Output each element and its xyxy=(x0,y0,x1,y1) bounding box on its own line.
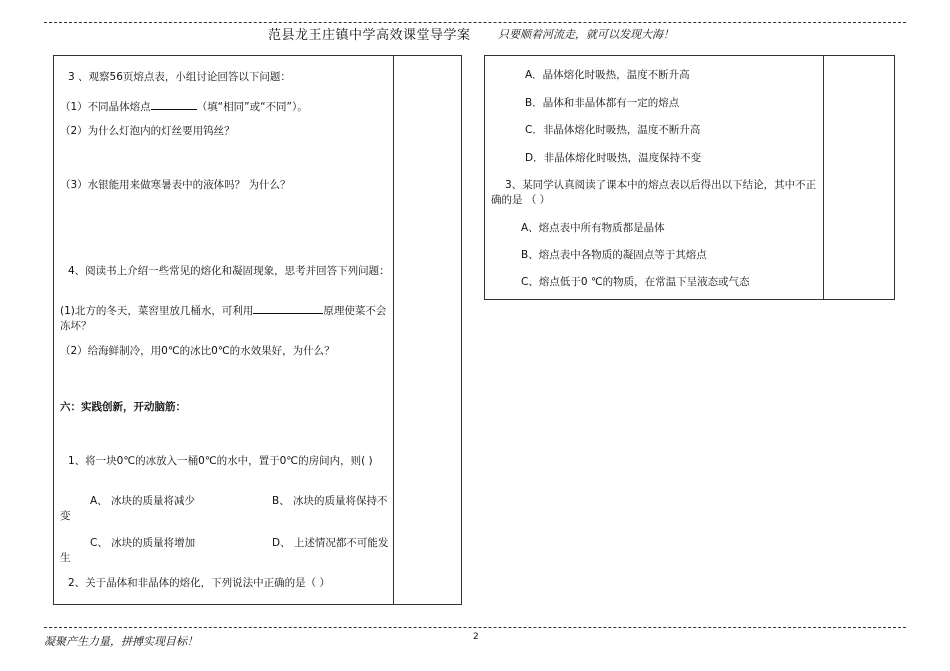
question-4-1-suffix: 原理使菜不会冻坏？ xyxy=(60,305,387,332)
right-note-column-divider xyxy=(823,56,824,299)
question-4-1-prefix: (1)北方的冬天，菜窖里放几桶水，可利用 xyxy=(60,305,254,317)
practice-2-option-d: D．非晶体熔化时吸热，温度保持不变 xyxy=(525,152,702,164)
answer-blank[interactable] xyxy=(253,302,323,314)
question-4-1 xyxy=(60,302,390,334)
question-4-intro: 4、阅读书上介绍一些常见的熔化和凝固现象，思考并回答下列问题： xyxy=(68,265,390,277)
question-3-1-suffix: （填“相同”或“不同”）。 xyxy=(196,101,308,113)
practice-1: 1、将一块0℃的冰放入一桶0℃的水中，置于0℃的房间内，则( ) xyxy=(68,455,373,467)
practice-3-option-c: C、熔点低于0 ℃的物质，在常温下呈液态或气态 xyxy=(521,276,750,288)
practice-1-option-d: D、 上述情况都不可能发生 xyxy=(60,537,389,564)
practice-3-option-b: B、熔点表中各物质的凝固点等于其熔点 xyxy=(521,249,707,261)
left-note-column-divider xyxy=(393,56,394,604)
practice-3: 3、某同学认真阅读了课本中的熔点表以后得出以下结论，其中不正确的是 （ ） xyxy=(491,179,817,206)
practice-2-option-c: C．非晶体熔化时吸热，温度不断升高 xyxy=(525,124,701,136)
footer-rule xyxy=(44,627,906,628)
question-3-1-prefix: （1）不同晶体熔点 xyxy=(60,101,151,113)
practice-3-option-a: A、熔点表中所有物质都是晶体 xyxy=(521,222,665,234)
question-4-2: （2）给海鲜制冷，用0℃的冰比0℃的水效果好，为什么？ xyxy=(60,345,335,357)
header-rule xyxy=(44,22,906,23)
question-3-3: （3）水银能用来做寒暑表中的液体吗？ 为什么？ xyxy=(60,179,291,191)
page-title: 范县龙王庄镇中学高效课堂导学案 xyxy=(268,28,471,43)
practice-1-option-c: C、 冰块的质量将增加 xyxy=(90,537,196,549)
practice-1-option-a: A、 冰块的质量将减少 xyxy=(90,495,196,507)
left-worksheet-box xyxy=(53,55,462,605)
practice-2-option-a: A．晶体熔化时吸热，温度不断升高 xyxy=(525,69,690,81)
practice-1-option-b: B、 冰块的质量将保持不变 xyxy=(60,495,388,522)
question-3-2: （2）为什么灯泡内的灯丝要用钨丝？ xyxy=(60,125,235,137)
question-3-1 xyxy=(60,98,308,115)
answer-blank[interactable] xyxy=(151,98,197,110)
footer-motto: 凝聚产生力量，拼搏实现目标！ xyxy=(44,635,198,648)
page-number: 2 xyxy=(473,632,479,642)
practice-2: 2、关于晶体和非晶体的熔化，下列说法中正确的是（ ） xyxy=(68,577,331,589)
right-worksheet-box xyxy=(484,55,895,300)
practice-2-option-b: B．晶体和非晶体都有一定的熔点 xyxy=(525,97,680,109)
header-motto: 只要顺着河流走，就可以发现大海！ xyxy=(498,28,674,41)
section-6-heading: 六：实践创新，开动脑筋： xyxy=(60,401,186,413)
question-3-intro: 3 、观察56页熔点表，小组讨论回答以下问题： xyxy=(68,71,291,83)
